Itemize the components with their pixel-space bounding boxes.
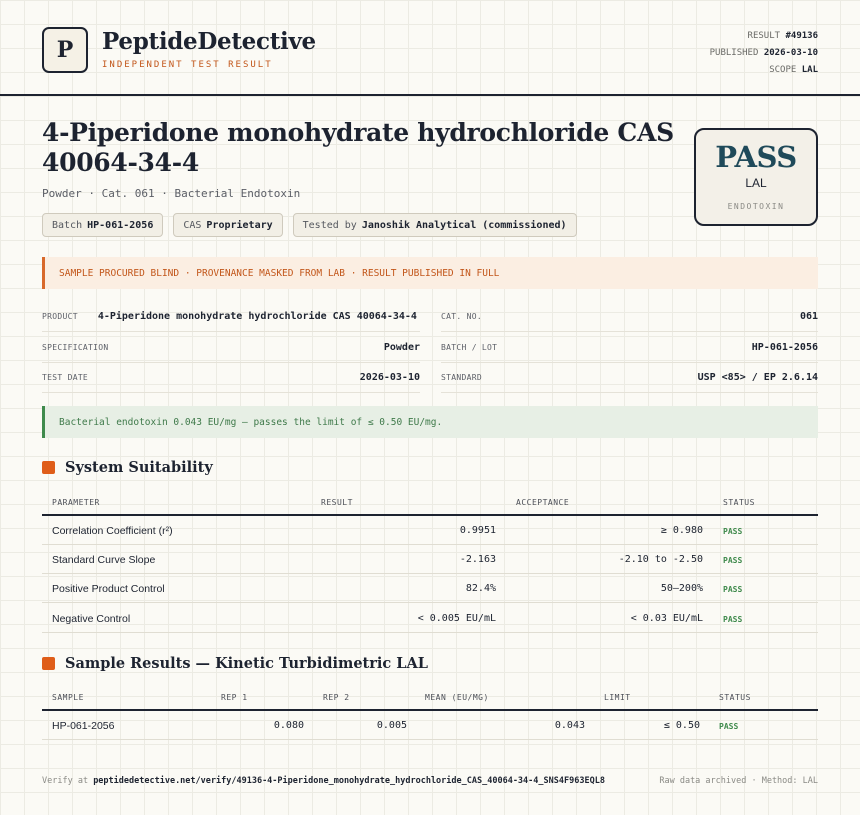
- verdict-word: PASS: [715, 140, 797, 174]
- page-header: [0, 0, 860, 96]
- page-title: 4-Piperidone monohydrate hydrochloride CAS 40064-34-4: [42, 118, 674, 177]
- result-label: RESULT: [747, 31, 781, 41]
- table-row: [42, 574, 818, 603]
- chip-value: HP-061-2056: [87, 219, 154, 231]
- brand-logo[interactable]: P: [42, 27, 88, 73]
- result-cell: 0.9951: [459, 525, 496, 536]
- section-title: System Suitability: [65, 459, 213, 476]
- scope-value: LAL: [801, 65, 818, 75]
- sample-cell: HP-061-2056: [52, 720, 115, 732]
- chip-value: Proprietary: [206, 219, 273, 231]
- parameter-cell: Positive Product Control: [52, 583, 165, 595]
- column-header: STATUS: [723, 498, 755, 507]
- result-cell: 82.4%: [465, 583, 496, 594]
- verdict-method: LAL: [745, 176, 767, 190]
- status-badge: PASS: [723, 556, 743, 565]
- table-row: [42, 545, 818, 574]
- info-label: STANDARD: [441, 373, 482, 382]
- batch-chip: [42, 213, 163, 237]
- brand-name[interactable]: PeptideDetective: [102, 28, 316, 55]
- verdict-card: [694, 128, 818, 226]
- table-row: [42, 711, 818, 740]
- acceptance-cell: ≥ 0.980: [660, 525, 703, 536]
- cas-chip: [173, 213, 282, 237]
- info-value: Powder: [383, 342, 420, 353]
- status-badge: PASS: [723, 585, 743, 594]
- info-standard: [441, 363, 818, 393]
- samples-heading: [42, 655, 428, 672]
- suitability-table-header: [42, 490, 818, 516]
- status-badge: PASS: [723, 527, 743, 536]
- verify-label: Verify at: [42, 776, 89, 786]
- suitability-heading: [42, 459, 213, 476]
- parameter-cell: Standard Curve Slope: [52, 554, 156, 566]
- column-header: REP 1: [221, 693, 248, 702]
- verify-link[interactable]: peptidedetective.net/verify/49136-4-Piperidone_monohydrate_hydrochloride_CAS_40064-34-4_SNS4F963EQL8: [93, 776, 605, 786]
- tested-by-chip: [293, 213, 577, 237]
- blind-procurement-notice: SAMPLE PROCURED BLIND · PROVENANCE MASKED FROM LAB · RESULT PUBLISHED IN FULL: [42, 257, 818, 289]
- page-subtitle: Powder · Cat. 061 · Bacterial Endotoxin: [42, 187, 301, 200]
- column-header: SAMPLE: [52, 693, 84, 702]
- info-label: PRODUCT: [42, 312, 78, 321]
- info-label: SPECIFICATION: [42, 343, 109, 352]
- chip-value: Janoshik Analytical (commissioned): [361, 219, 567, 231]
- result-cell: -2.163: [459, 554, 496, 565]
- column-header: LIMIT: [604, 693, 631, 702]
- info-cat-no: [441, 302, 818, 332]
- info-label: CAT. NO.: [441, 312, 482, 321]
- result-meta: [710, 28, 818, 79]
- chip-label: Batch: [52, 219, 83, 231]
- section-marker-icon: [42, 461, 55, 474]
- info-value: 4-Piperidone monohydrate hydrochloride CAS 40064-34-4: [97, 311, 417, 322]
- parameter-cell: Correlation Coefficient (r²): [52, 525, 173, 537]
- column-header: PARAMETER: [52, 498, 100, 507]
- limit-cell: ≤ 0.50: [663, 720, 700, 731]
- info-label: TEST DATE: [42, 373, 89, 382]
- mean-cell: 0.043: [554, 720, 585, 731]
- column-header: STATUS: [719, 693, 751, 702]
- column-header: MEAN (EU/MG): [425, 693, 489, 702]
- scope-label: SCOPE: [769, 65, 797, 75]
- result-cell: < 0.005 EU/mL: [417, 613, 496, 624]
- page-footer: [42, 776, 818, 786]
- column-header: REP 2: [323, 693, 350, 702]
- table-row: [42, 516, 818, 545]
- section-title: Sample Results — Kinetic Turbidimetric LAL: [65, 655, 428, 672]
- info-test-date: [42, 363, 420, 393]
- acceptance-cell: < 0.03 EU/mL: [630, 613, 703, 624]
- acceptance-cell: 50–200%: [660, 583, 703, 594]
- table-row: [42, 604, 818, 633]
- published-label: PUBLISHED: [709, 48, 759, 58]
- info-chips: [42, 213, 577, 237]
- info-label: BATCH / LOT: [441, 343, 498, 352]
- info-batch-lot: [441, 333, 818, 363]
- rep1-cell: 0.080: [273, 720, 304, 731]
- info-specification: [42, 333, 420, 363]
- chip-label: CAS: [183, 219, 202, 231]
- column-header: RESULT: [321, 498, 353, 507]
- published-date: 2026-03-10: [763, 48, 818, 58]
- info-value: USP <85> / EP 2.6.14: [697, 372, 818, 383]
- footer-archive-note: Raw data archived · Method: LAL: [659, 776, 818, 786]
- brand-tagline: INDEPENDENT TEST RESULT: [102, 60, 273, 70]
- rep2-cell: 0.005: [376, 720, 407, 731]
- info-value: 2026-03-10: [359, 372, 420, 383]
- verdict-kind: ENDOTOXIN: [727, 202, 785, 211]
- section-marker-icon: [42, 657, 55, 670]
- samples-table-header: [42, 685, 818, 711]
- status-badge: PASS: [719, 722, 739, 731]
- parameter-cell: Negative Control: [52, 613, 131, 625]
- acceptance-cell: -2.10 to -2.50: [618, 554, 703, 565]
- info-value: HP-061-2056: [751, 342, 818, 353]
- result-number: #49136: [785, 31, 818, 41]
- info-value: 061: [799, 311, 818, 322]
- result-summary: Bacterial endotoxin 0.043 EU/mg — passes the limit of ≤ 0.50 EU/mg.: [42, 406, 818, 438]
- chip-label: Tested by: [302, 219, 357, 231]
- column-header: ACCEPTANCE: [516, 498, 570, 507]
- info-product: [42, 302, 420, 332]
- status-badge: PASS: [723, 615, 743, 624]
